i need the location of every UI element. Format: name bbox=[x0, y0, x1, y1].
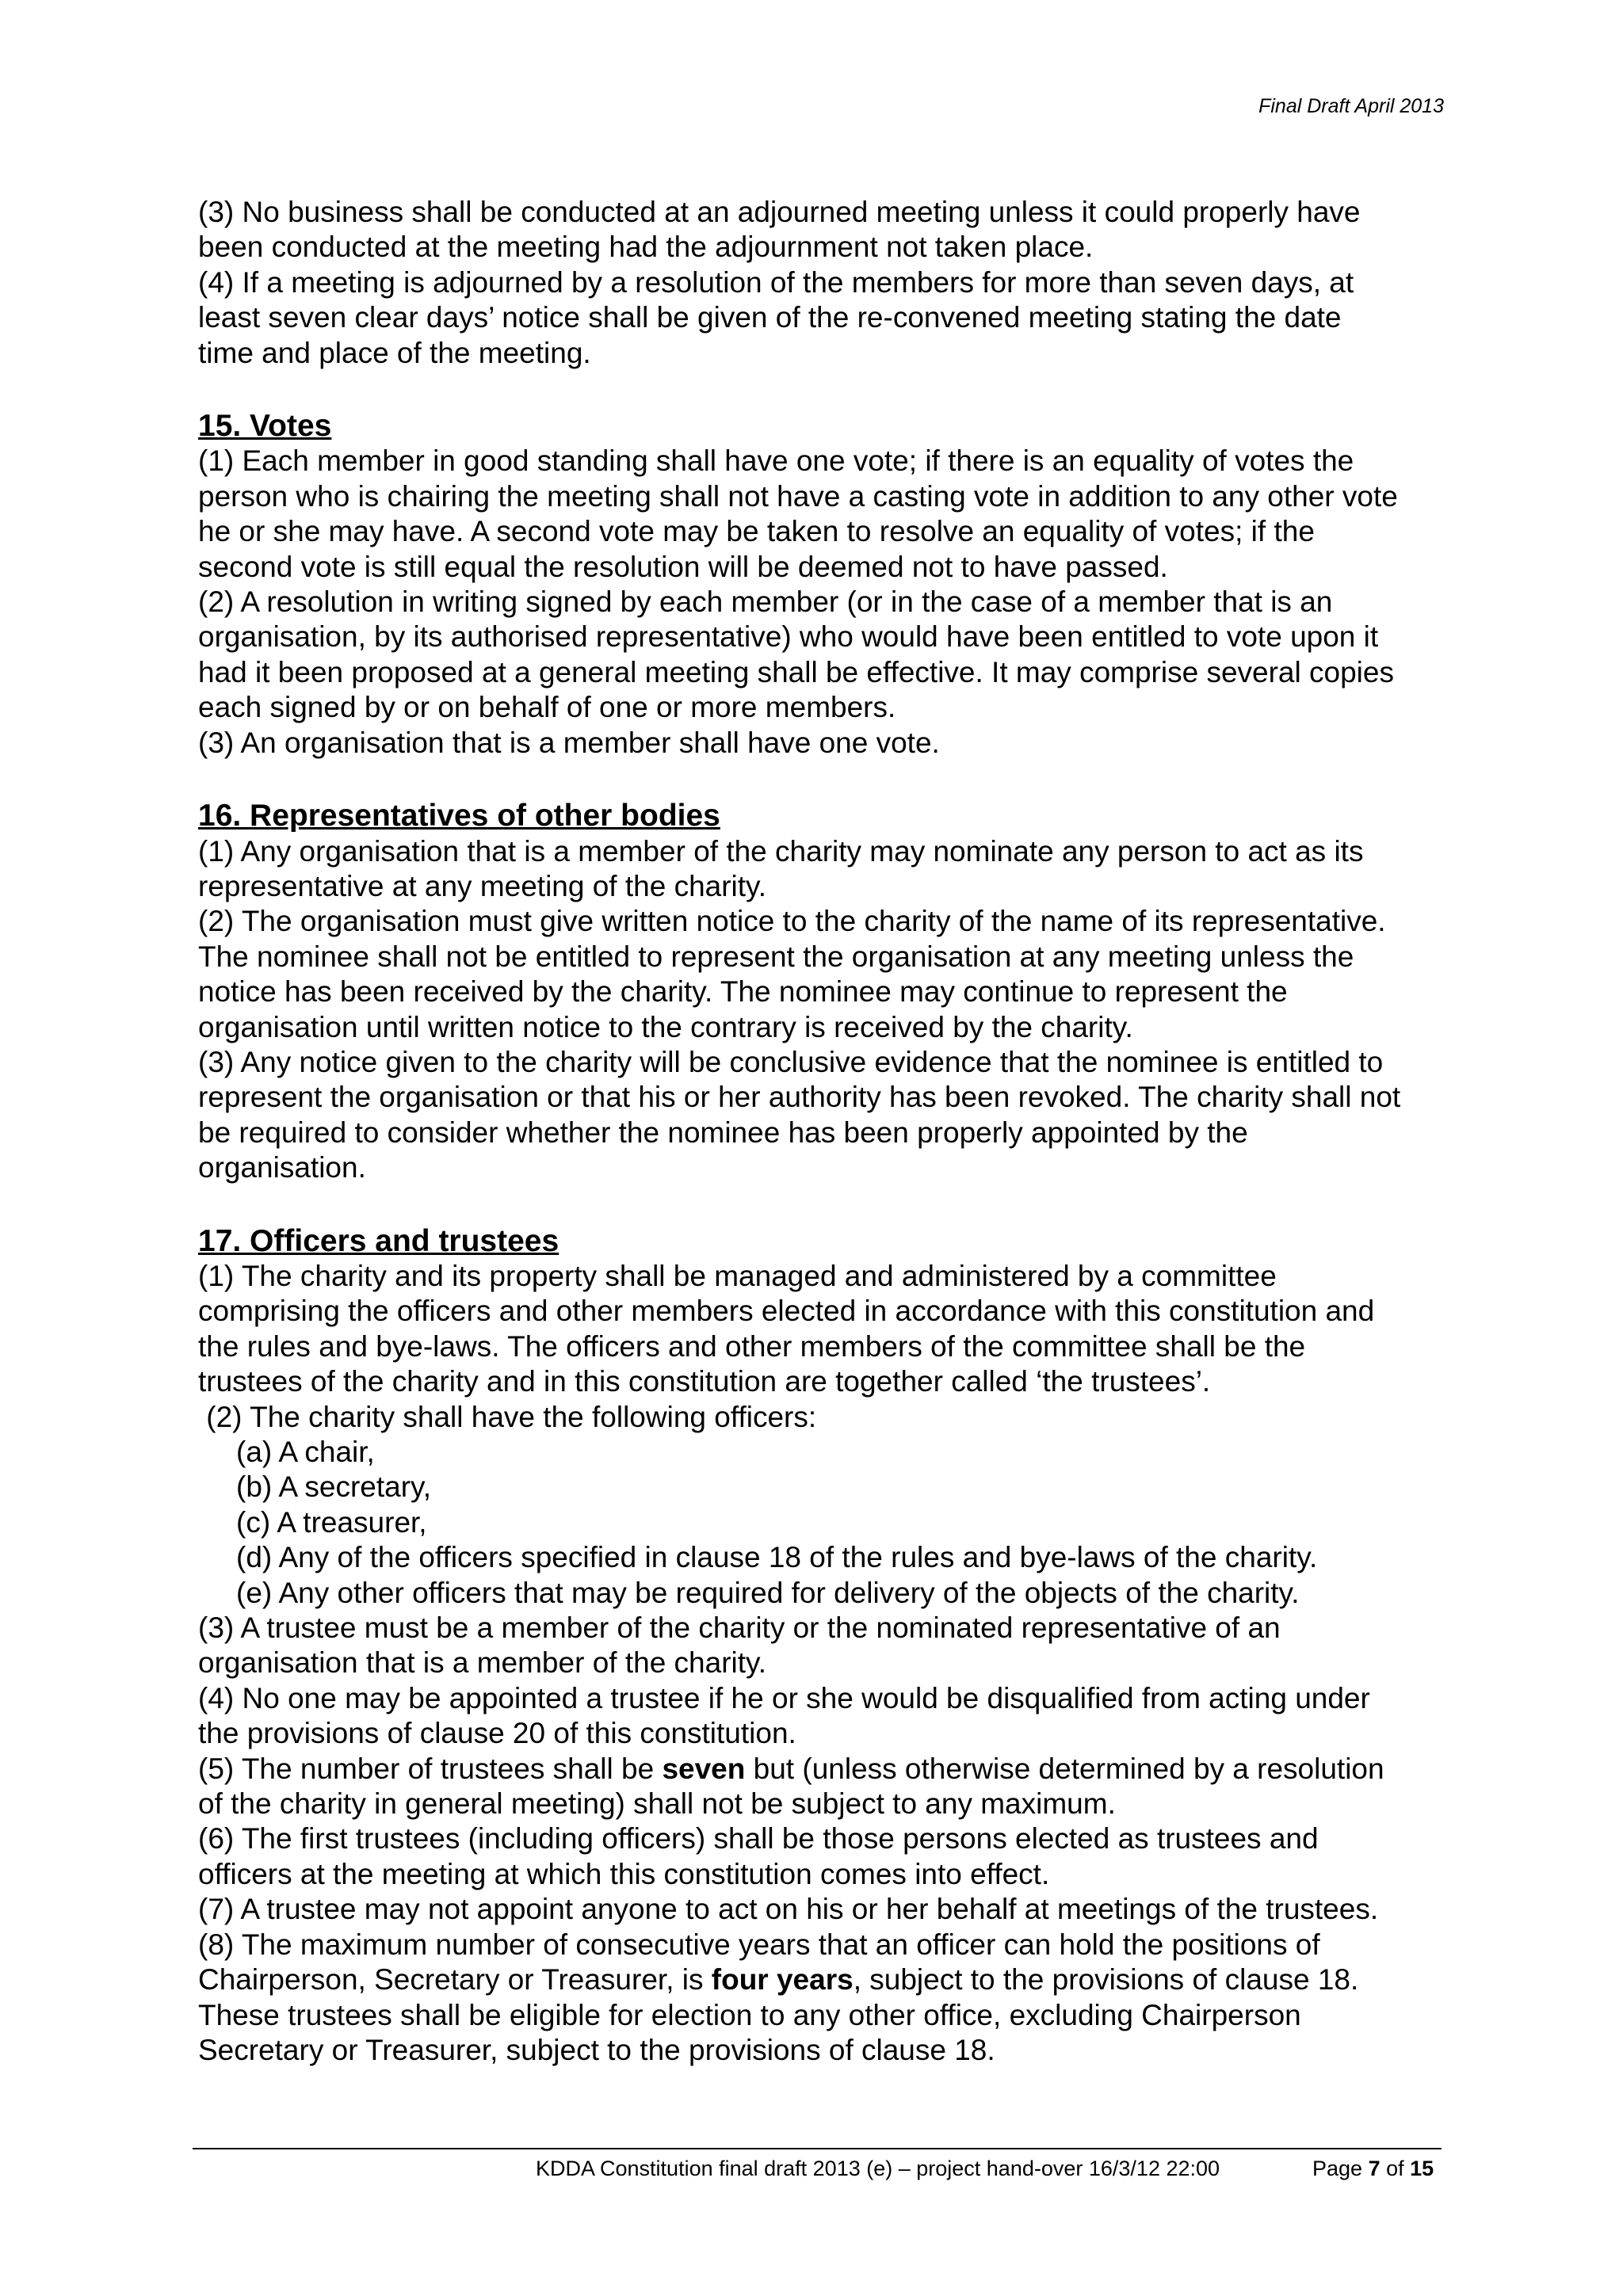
text-line: (4) No one may be appointed a trustee if he or she would be disqualified from acting under bbox=[198, 1681, 1370, 1714]
officer-list-item: (d) Any of the officers specified in clause 18 of the rules and bye-laws of the charity. bbox=[236, 1541, 1318, 1574]
page-label: Page bbox=[1312, 2157, 1369, 2180]
officer-list-item: (e) Any other officers that may be required for delivery of the objects of the charity. bbox=[236, 1576, 1300, 1609]
text-line: organisation that is a member of the charity. bbox=[198, 1646, 767, 1680]
officer-list-item: (a) A chair, bbox=[236, 1436, 375, 1468]
text-line: representative at any meeting of the charity. bbox=[198, 869, 767, 902]
text-line: had it been proposed at a general meeting shall be effective. It may comprise several copies bbox=[198, 655, 1394, 688]
page-indicator bbox=[1312, 2157, 1434, 2181]
emphasis-four-years: four years bbox=[711, 1963, 854, 1997]
text-line: the rules and bye-laws. The officers and other members of the committee shall be the bbox=[198, 1329, 1306, 1363]
document-body bbox=[198, 195, 1450, 2068]
text-line: These trustees shall be eligible for election to any other office, excluding Chairperson bbox=[198, 1998, 1301, 2031]
text-line bbox=[198, 1962, 1450, 1997]
text-segment: , subject to the provisions of clause 18. bbox=[853, 1963, 1359, 1997]
header-note: Final Draft April 2013 bbox=[1258, 95, 1444, 117]
text-line: The nominee shall not be entitled to represent the organisation at any meeting unless the bbox=[198, 940, 1354, 973]
text-line: organisation. bbox=[198, 1151, 366, 1184]
text-line: second vote is still equal the resolution will be deemed not to have passed. bbox=[198, 550, 1168, 583]
footer-reference: KDDA Constitution final draft 2013 (e) – project hand-over 16/3/12 22:00 bbox=[536, 2157, 1220, 2180]
section-title-representatives: 16. Representatives of other bodies bbox=[198, 799, 720, 833]
officer-list-item: (b) A secretary, bbox=[236, 1470, 432, 1504]
text-line: (1) The charity and its property shall be managed and administered by a committee bbox=[198, 1259, 1277, 1292]
text-line: (3) A trustee must be a member of the charity or the nominated representative of an bbox=[198, 1611, 1281, 1645]
text-line: (7) A trustee may not appoint anyone to act on his or her behalf at meetings of the trustees. bbox=[198, 1893, 1379, 1926]
text-line: he or she may have. A second vote may be taken to resolve an equality of votes; if the bbox=[198, 515, 1315, 548]
text-line: notice has been received by the charity. The nominee may continue to represent the bbox=[198, 975, 1288, 1009]
text-line: been conducted at the meeting had the adjournment not taken place. bbox=[198, 231, 1094, 264]
text-line: (1) Any organisation that is a member of the charity may nominate any person to act as its bbox=[198, 834, 1364, 868]
text-segment: Chairperson, Secretary or Treasurer, is bbox=[198, 1963, 712, 1997]
text-line: organisation until written notice to the contrary is received by the charity. bbox=[198, 1010, 1133, 1043]
section-title-officers: 17. Officers and trustees bbox=[198, 1223, 559, 1258]
text-line: (4) If a meeting is adjourned by a resolution of the members for more than seven days, at bbox=[198, 265, 1354, 299]
text-line: (8) The maximum number of consecutive years that an officer can hold the positions of bbox=[198, 1928, 1320, 1961]
text-line: (2) The organisation must give written notice to the charity of the name of its representative. bbox=[198, 905, 1386, 938]
text-line: the provisions of clause 20 of this constitution. bbox=[198, 1717, 796, 1750]
text-line bbox=[198, 1752, 1450, 1787]
officer-list-item: (c) A treasurer, bbox=[236, 1505, 427, 1539]
text-segment: (5) The number of trustees shall be bbox=[198, 1752, 663, 1785]
text-line: time and place of the meeting. bbox=[198, 336, 591, 369]
text-line: officers at the meeting at which this constitution comes into effect. bbox=[198, 1857, 1050, 1890]
emphasis-seven: seven bbox=[662, 1752, 746, 1785]
text-line: (3) An organisation that is a member shall have one vote. bbox=[198, 726, 940, 759]
page-number: 7 bbox=[1368, 2157, 1381, 2180]
text-line: trustees of the charity and in this constitution are together called ‘the trustees’. bbox=[198, 1365, 1211, 1398]
text-line: represent the organisation or that his or her authority has been revoked. The charity shall not bbox=[198, 1081, 1401, 1114]
text-line: least seven clear days’ notice shall be given of the re-convened meeting stating the date bbox=[198, 301, 1342, 334]
of-label: of bbox=[1380, 2157, 1411, 2180]
page-total: 15 bbox=[1410, 2157, 1434, 2180]
text-line: (2) A resolution in writing signed by each member (or in the case of a member that is an bbox=[198, 585, 1333, 619]
text-line: (6) The first trustees (including officers) shall be those persons elected as trustees and bbox=[198, 1822, 1319, 1855]
text-line: organisation, by its authorised representative) who would have been entitled to vote upon it bbox=[198, 620, 1379, 654]
text-line: (3) Any notice given to the charity will be conclusive evidence that the nominee is entitled to bbox=[198, 1045, 1384, 1078]
text-line: be required to consider whether the nominee has been properly appointed by the bbox=[198, 1116, 1248, 1149]
text-segment: but (unless otherwise determined by a resolution bbox=[745, 1752, 1384, 1785]
footer-divider bbox=[193, 2148, 1442, 2149]
text-line: (1) Each member in good standing shall have one vote; if there is an equality of votes the bbox=[198, 444, 1354, 478]
section-title-votes: 15. Votes bbox=[198, 409, 332, 444]
text-line: of the charity in general meeting) shall not be subject to any maximum. bbox=[198, 1787, 1116, 1821]
text-line: person who is chairing the meeting shall not have a casting vote in addition to any other vote bbox=[198, 479, 1398, 513]
text-line: Secretary or Treasurer, subject to the provisions of clause 18. bbox=[198, 2033, 995, 2066]
text-line: each signed by or on behalf of one or more members. bbox=[198, 691, 896, 724]
text-line: (2) The charity shall have the following officers: bbox=[198, 1400, 817, 1433]
text-line: comprising the officers and other members elected in accordance with this constitution and bbox=[198, 1295, 1375, 1328]
text-line: (3) No business shall be conducted at an adjourned meeting unless it could properly have bbox=[198, 196, 1361, 228]
